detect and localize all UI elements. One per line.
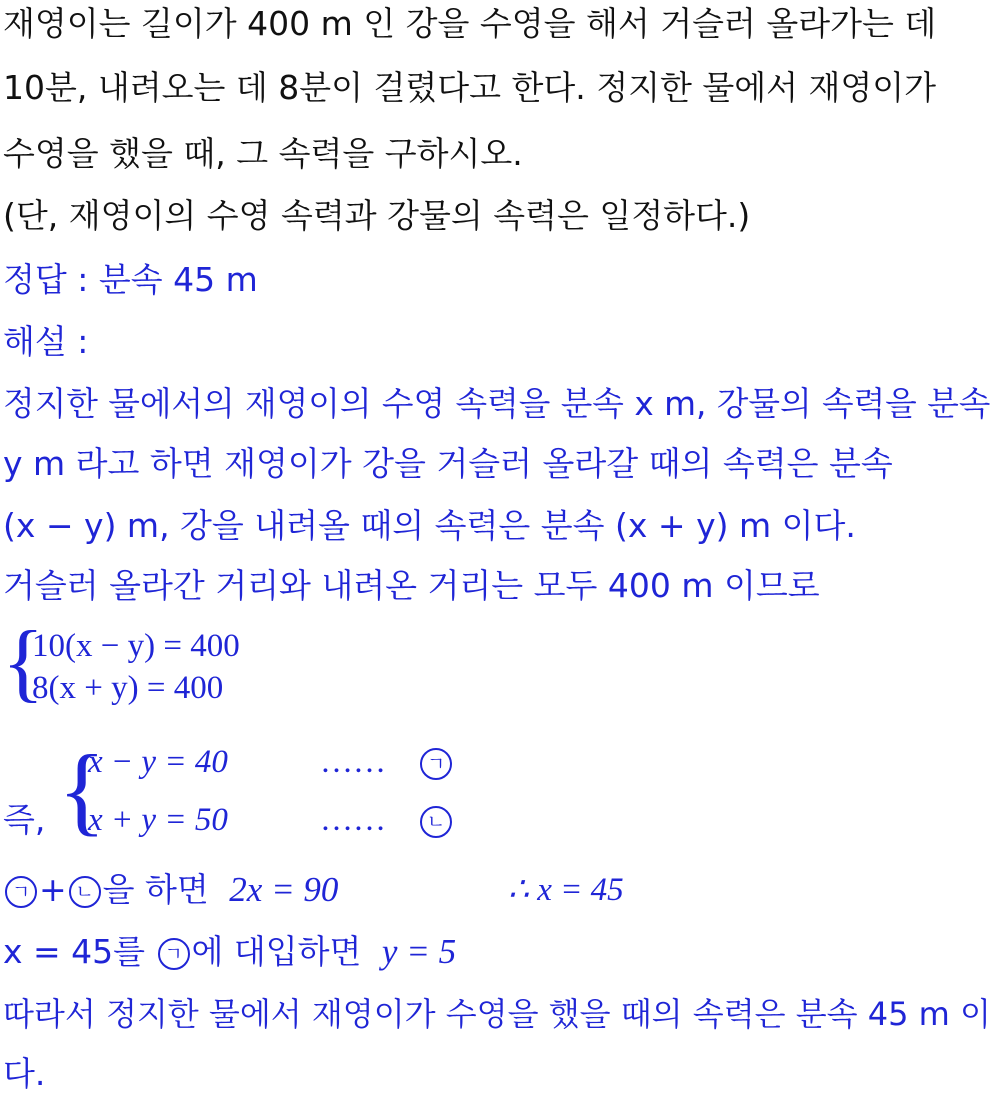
- question-line-3: 수영을 했을 때, 그 속력을 구하시오.: [3, 134, 523, 173]
- dots-2: ……: [320, 802, 386, 838]
- addition-step: [3, 870, 338, 910]
- substitution-result: y = 5: [381, 932, 457, 971]
- circled-giyeok-mark: ㄱ: [158, 938, 190, 970]
- dots-1: ……: [320, 744, 386, 780]
- substitution-step: [3, 932, 456, 972]
- addition-result: 2x = 90: [229, 870, 339, 909]
- addition-text: 을 하면: [102, 870, 209, 909]
- explanation-line-4: 거슬러 올라간 거리와 내려온 거리는 모두 400 m 이므로: [3, 566, 820, 605]
- system2-equation-2: x + y = 50: [88, 802, 228, 838]
- system2-prefix: 즉,: [3, 800, 46, 839]
- conclusion-line-2: 다.: [3, 1054, 46, 1093]
- system1-equation-1: 10(x − y) = 400: [32, 628, 240, 664]
- substitution-pre: x = 45를: [3, 932, 146, 971]
- system2-equation-1: x − y = 40: [88, 744, 228, 780]
- circled-nieun-mark: ㄴ: [420, 806, 452, 838]
- label-nieun: [418, 800, 454, 840]
- explanation-line-1: 정지한 물에서의 재영이의 수영 속력을 분속 x m, 강물의 속력을 분속: [3, 385, 991, 423]
- answer-label: 정답 : 분속 45 m: [3, 260, 258, 299]
- solution-heading: 해설 :: [3, 322, 89, 361]
- question-line-1: 재영이는 길이가 400 m 인 강을 수영을 해서 거슬러 올라가는 데: [3, 4, 937, 43]
- system2-brace: {: [58, 734, 106, 845]
- plus-sign: +: [39, 870, 67, 909]
- therefore-result: ∴ x = 45: [508, 872, 624, 908]
- explanation-line-2: y m 라고 하면 재영이가 강을 거슬러 올라갈 때의 속력은 분속: [3, 444, 893, 483]
- label-giyeok: [418, 742, 454, 782]
- system-brace: {: [2, 614, 45, 711]
- circled-nieun-mark: ㄴ: [69, 876, 101, 908]
- circled-giyeok-mark: ㄱ: [420, 748, 452, 780]
- conclusion-line-1: 따라서 정지한 물에서 재영이가 수영을 했을 때의 속력은 분속 45 m 이: [3, 995, 991, 1033]
- question-line-2: 10분, 내려오는 데 8분이 걸렸다고 한다. 정지한 물에서 재영이가: [3, 68, 936, 107]
- substitution-post: 에 대입하면: [191, 932, 362, 971]
- question-condition: (단, 재영이의 수영 속력과 강물의 속력은 일정하다.): [3, 196, 751, 235]
- system1-equation-2: 8(x + y) = 400: [32, 670, 224, 706]
- circled-giyeok-mark: ㄱ: [5, 876, 37, 908]
- explanation-line-3: (x − y) m, 강을 내려올 때의 속력은 분속 (x + y) m 이다.: [3, 506, 856, 545]
